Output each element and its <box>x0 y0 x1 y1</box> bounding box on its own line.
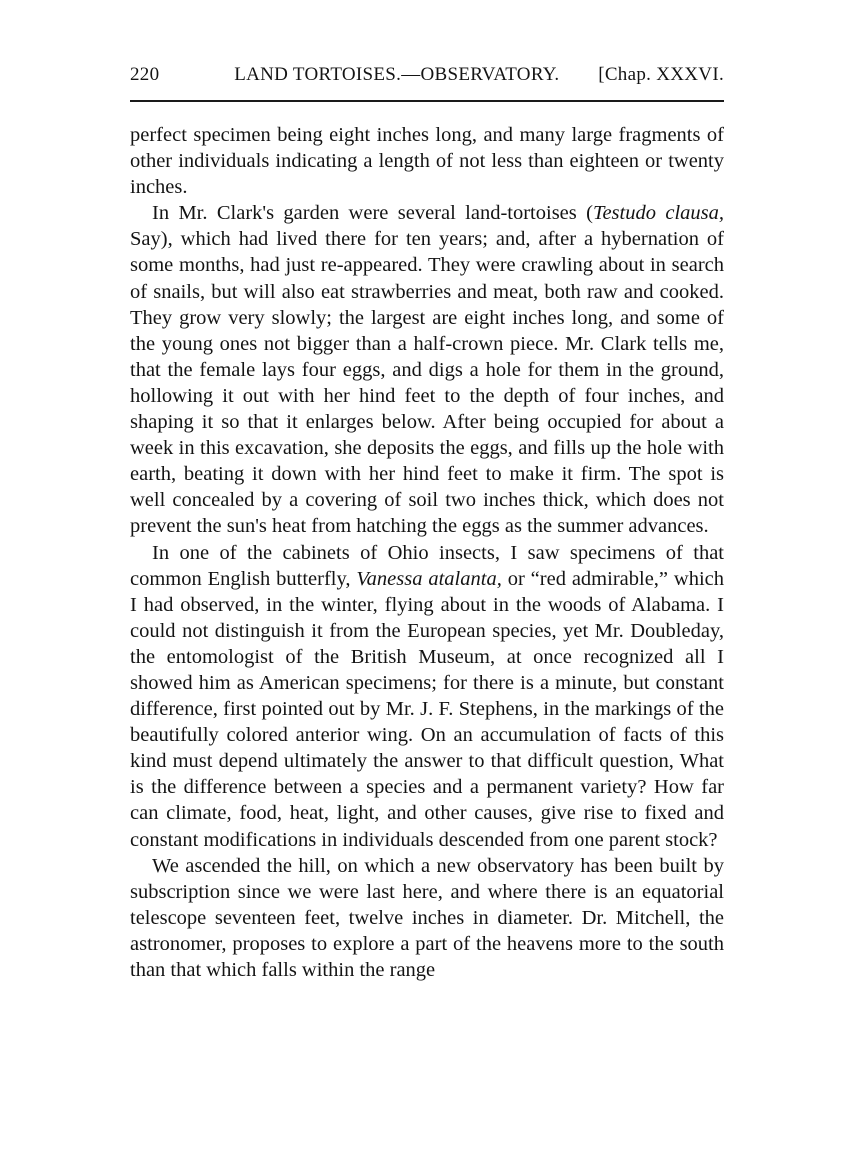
book-page <box>130 64 724 983</box>
paragraph-tortoises <box>130 200 724 539</box>
paragraph-butterfly <box>130 540 724 853</box>
paragraph-text-before: In one of the cabinets of Ohio insects, I saw specimens of that common English butterfly, <box>130 541 724 590</box>
paragraph-observatory <box>130 853 724 983</box>
species-name: Vanessa atalanta, <box>356 567 502 590</box>
paragraph-text: We ascended the hill, on which a new observatory has been built by subscription since we were last here, and where there is an equatorial telescope seventeen feet, twelve inches in diameter. Dr. Mitchell, the astronomer, proposes to explore a part of the heavens more to the south than that which falls within the range <box>130 854 724 981</box>
paragraph-continued <box>130 122 724 200</box>
paragraph-text: perfect specimen being eight inches long, and many large fragments of other individuals indicating a length of not less than eighteen or twenty inches. <box>130 124 724 199</box>
species-name: Testudo clausa, <box>592 202 724 225</box>
running-title: LAND TORTOISES.—OBSERVATORY. <box>234 64 560 85</box>
body-text <box>130 122 724 983</box>
chapter-label: [Chap. XXXVI. <box>598 64 724 85</box>
page-number: 220 <box>130 64 160 85</box>
paragraph-text-after: Say), which had lived there for ten years; and, after a hybernation of some months, had just re-appeared. They were crawling about in search of snails, but will also eat strawberries and meat, both raw and cooked. They grow very slowly; the largest are eight inches long, and some of the young ones not bigger than a half-crown piece. Mr. Clark tells me, that the female lays four eggs, and digs a hole for them in the ground, hollowing it out with her hind feet to the depth of four inches, and shaping it so that it enlarges below. After being occupied for about a week in this excavation, she deposits the eggs, and fills up the hole with earth, beating it down with her hind feet to make it firm. The spot is well concealed by a covering of soil two inches thick, which does not prevent the sun's heat from hatching the eggs as the summer advances. <box>130 228 724 538</box>
running-header <box>130 64 724 86</box>
header-rule <box>130 100 724 102</box>
paragraph-text-before: In Mr. Clark's garden were several land-tortoises ( <box>152 202 593 225</box>
paragraph-text-after: or “red admirable,” which I had observed, in the winter, flying about in the woods of Alabama. I could not distinguish it from the European species, yet Mr. Doubleday, the entomologist of the British Museum, at once recognized all I showed him as American specimens; for there is a minute, but constant difference, first pointed out by Mr. J. F. Stephens, in the markings of the beautifully colored anterior wing. On an accumulation of facts of this kind must depend ultimately the answer to that difficult question, What is the difference between a species and a permanent variety? How far can climate, food, heat, light, and other causes, give rise to fixed and constant modifications in individuals descended from one parent stock? <box>130 567 724 851</box>
